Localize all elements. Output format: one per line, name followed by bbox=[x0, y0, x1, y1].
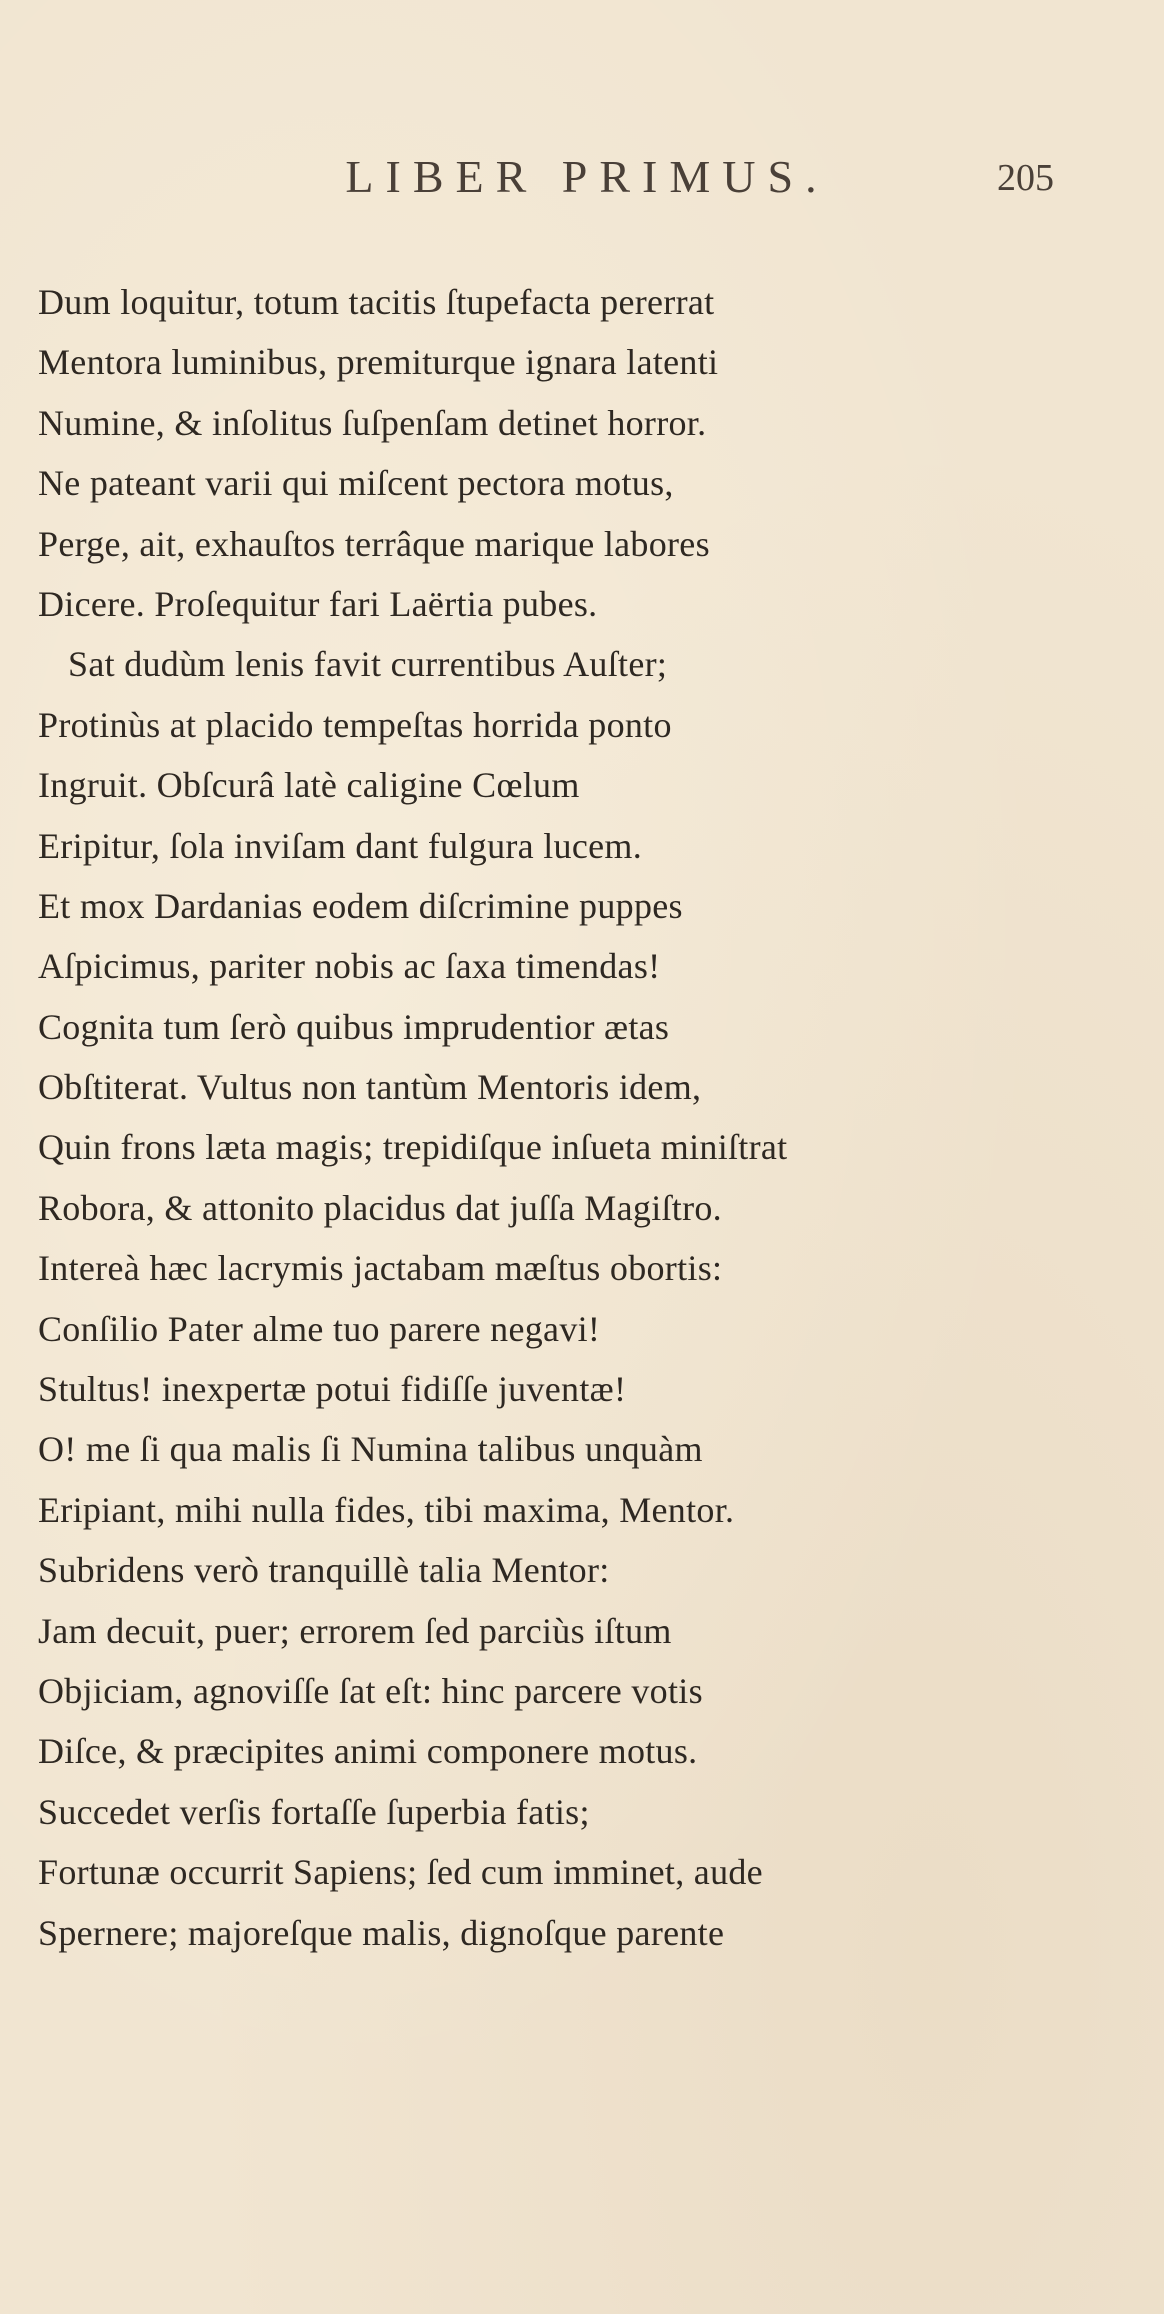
verse-line: Intereà hæc lacrymis jactabam mæſtus obortis: bbox=[38, 1248, 723, 1289]
verse-line: Robora, & attonito placidus dat juſſa Magiſtro. bbox=[38, 1187, 722, 1228]
verse-block bbox=[38, 272, 1088, 1963]
verse-line: Aſpicimus, pariter nobis ac ſaxa timendas! bbox=[38, 946, 661, 987]
verse-line: Jam decuit, puer; errorem ſed parciùs iſtum bbox=[38, 1610, 672, 1651]
verse-line: O! me ſi qua malis ſi Numina talibus unquàm bbox=[38, 1429, 703, 1470]
verse-line: Stultus! inexpertæ potui fidiſſe juventæ! bbox=[38, 1369, 627, 1410]
verse-line: Ne pateant varii qui miſcent pectora motus, bbox=[38, 463, 674, 504]
verse-line: Obſtiterat. Vultus non tantùm Mentoris idem, bbox=[38, 1067, 702, 1108]
verse-line: Eripitur, ſola inviſam dant fulgura lucem. bbox=[38, 825, 642, 866]
verse-line: Cognita tum ſerò quibus imprudentior ætas bbox=[38, 1006, 670, 1047]
verse-line: Subridens verò tranquillè talia Mentor: bbox=[38, 1550, 610, 1591]
verse-line: Protinùs at placido tempeſtas horrida ponto bbox=[38, 704, 672, 745]
verse-line: Et mox Dardanias eodem diſcrimine puppes bbox=[38, 885, 683, 926]
verse-line: Ingruit. Obſcurâ latè caligine Cœlum bbox=[38, 765, 580, 806]
verse-line: Fortunæ occurrit Sapiens; ſed cum imminet, aude bbox=[38, 1852, 763, 1893]
verse-line: Numine, & inſolitus ſuſpenſam detinet horror. bbox=[38, 402, 707, 443]
verse-line: Eripiant, mihi nulla fides, tibi maxima, Mentor. bbox=[38, 1489, 735, 1530]
verse-line: Perge, ait, exhauſtos terrâque marique labores bbox=[38, 523, 710, 564]
verse-line: Succedet verſis fortaſſe ſuperbia fatis; bbox=[38, 1791, 590, 1832]
verse-line: Dicere. Proſequitur fari Laërtia pubes. bbox=[38, 583, 598, 624]
verse-line: Sat dudùm lenis favit currentibus Auſter; bbox=[68, 644, 668, 685]
verse-line: Objiciam, agnoviſſe ſat eſt: hinc parcere votis bbox=[38, 1670, 703, 1711]
running-head bbox=[0, 150, 1164, 210]
verse-line: Dum loquitur, totum tacitis ſtupefacta pererrat bbox=[38, 282, 715, 322]
verse-line: Conſilio Pater alme tuo parere negavi! bbox=[38, 1308, 601, 1349]
page-number: 205 bbox=[997, 157, 1054, 199]
verse-line: Quin frons læta magis; trepidiſque inſueta miniſtrat bbox=[38, 1127, 788, 1168]
verse-line: Diſce, & præcipites animi componere motus. bbox=[38, 1731, 698, 1772]
running-title: LIBER PRIMUS. bbox=[345, 151, 829, 202]
verse-line: Mentora luminibus, premiturque ignara latenti bbox=[38, 342, 719, 383]
verse-line: Spernere; majoreſque malis, dignoſque parente bbox=[38, 1912, 725, 1953]
